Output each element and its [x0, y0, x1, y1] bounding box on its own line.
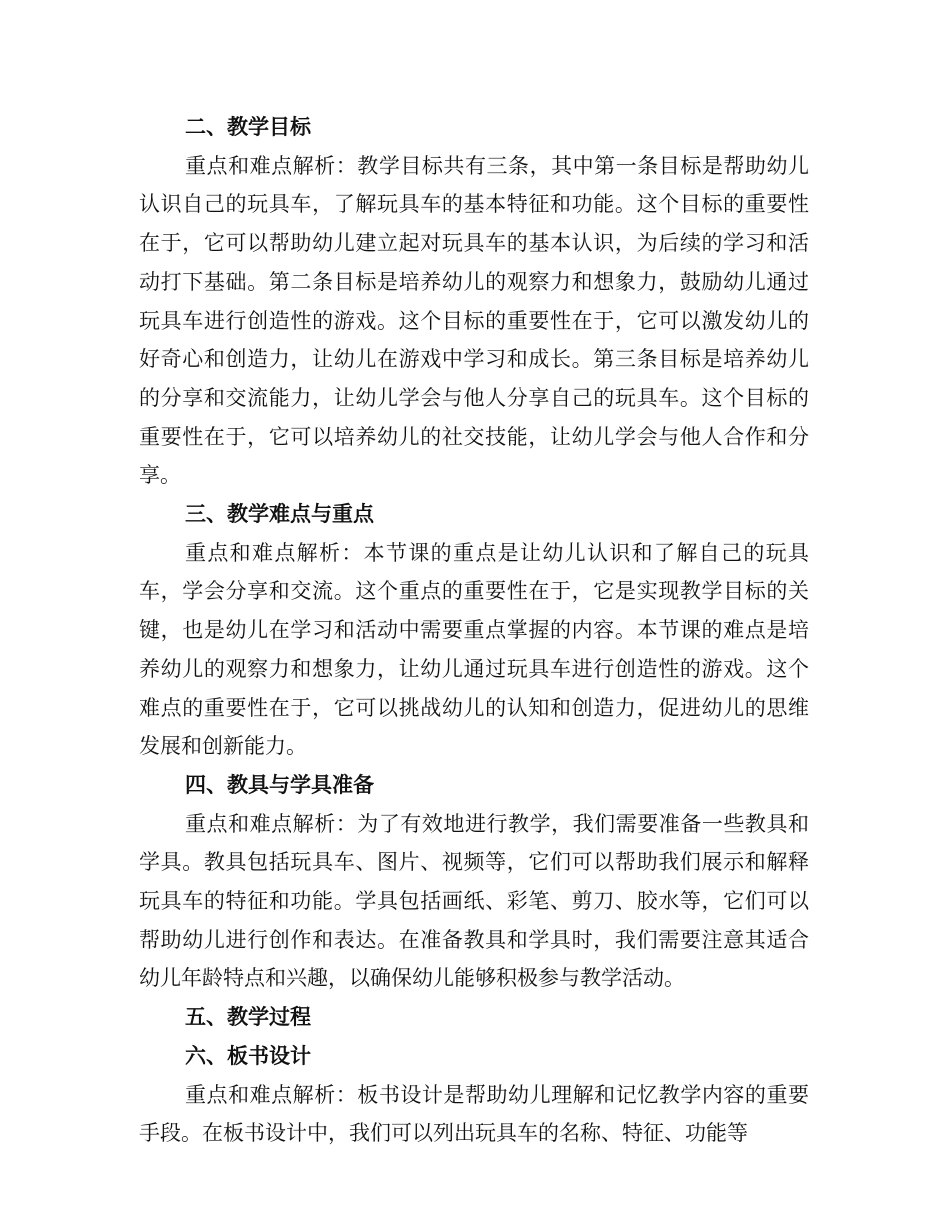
section-heading-blackboard-design: 六、板书设计 [185, 1042, 311, 1068]
section-heading-teaching-process: 五、教学过程 [185, 1004, 311, 1030]
section-heading-difficulties-and-key-points: 三、教学难点与重点 [185, 501, 374, 527]
document-body [139, 108, 809, 1153]
section-heading-teaching-goals: 二、教学目标 [185, 114, 311, 139]
paragraph-difficulties-analysis: 重点和难点解析：本节课的重点是让幼儿认识和了解自己的玩具车，学会分享和交流。这个重点的重要性在于，它是实现教学目标的关键，也是幼儿在学习和活动中需要重点掌握的内容。本节课的难点是培养幼儿的观察力和想象力，让幼儿通过玩具车进行创造性的游戏。这个难点的重要性在于，它可以挑战幼儿的认知和创造力，促进幼儿的思维发展和创新能力。 [139, 540, 809, 759]
paragraph-teaching-goals-analysis: 重点和难点解析：教学目标共有三条，其中第一条目标是帮助幼儿认识自己的玩具车，了解玩具车的基本特征和功能。这个目标的重要性在于，它可以帮助幼儿建立起对玩具车的基本认识，为后续的学习和活动打下基础。第二条目标是培养幼儿的观察力和想象力，鼓励幼儿通过玩具车进行创造性的游戏。这个目标的重要性在于，它可以激发幼儿的好奇心和创造力，让幼儿在游戏中学习和成长。第三条目标是培养幼儿的分享和交流能力，让幼儿学会与他人分享自己的玩具车。这个目标的重要性在于，它可以培养幼儿的社交技能，让幼儿学会与他人合作和分享。 [139, 153, 809, 488]
paragraph-teaching-aids-analysis: 重点和难点解析：为了有效地进行教学，我们需要准备一些教具和学具。教具包括玩具车、图片、视频等，它们可以帮助我们展示和解释玩具车的特征和功能。学具包括画纸、彩笔、剪刀、胶水等，它们可以帮助幼儿进行创作和表达。在准备教具和学具时，我们需要注意其适合幼儿年龄特点和兴趣，以确保幼儿能够积极参与教学活动。 [139, 811, 809, 991]
paragraph-blackboard-design-analysis: 重点和难点解析：板书设计是帮助幼儿理解和记忆教学内容的重要手段。在板书设计中，我们可以列出玩具车的名称、特征、功能等 [139, 1082, 809, 1146]
section-heading-teaching-aids: 四、教具与学具准备 [185, 771, 374, 797]
